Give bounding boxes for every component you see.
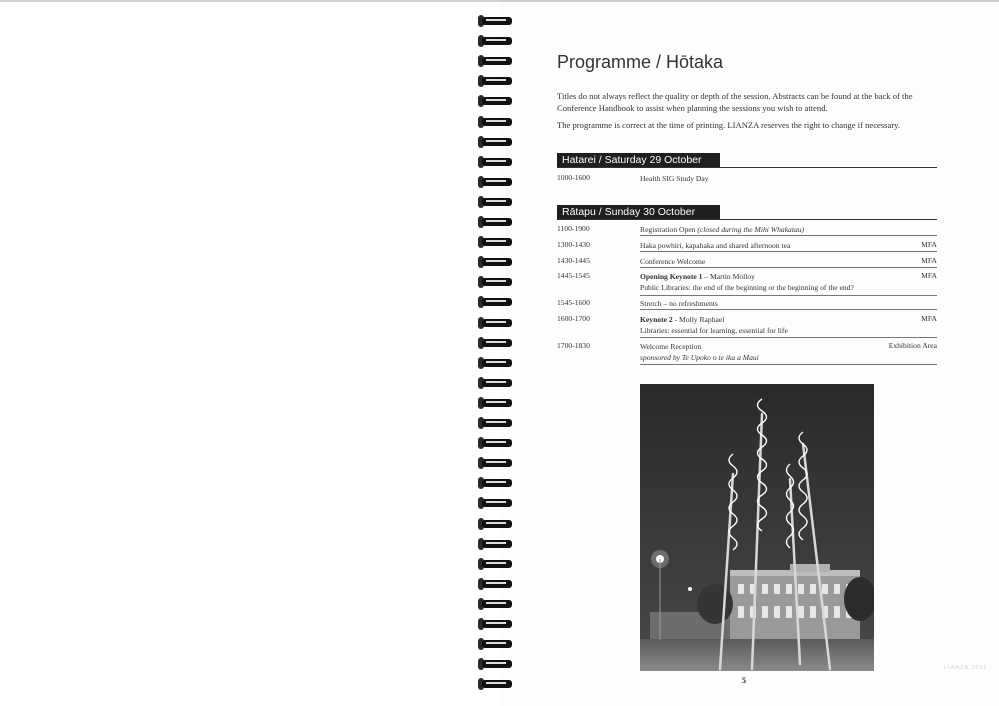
binding-coil [478,436,514,450]
coil-gloss [486,120,506,122]
session-title-text: - Molly Raphael [672,315,725,324]
session-venue: MFA [921,240,937,249]
day-heading-rule [557,167,937,168]
row-rule [640,251,937,252]
day-heading-saturday: Hatarei / Saturday 29 October [557,153,720,167]
row-rule [640,364,937,365]
photo-illustration [640,384,874,671]
footer-brand: LIANZA 2011 [944,665,988,671]
coil-gloss [486,461,506,463]
binding-coil [478,376,514,390]
coil-gloss [486,582,506,584]
binding-coil [478,135,514,149]
binding-coil [478,255,514,269]
binding-coil [478,657,514,671]
session-title-note: (closed during the Mihi Whakatau) [697,225,805,234]
binding-coil [478,557,514,571]
binding-coil [478,54,514,68]
binding-coil [478,235,514,249]
spiral-binding [478,14,518,704]
binding-coil [478,517,514,531]
session-title-text: Registration Open [640,225,696,234]
coil-gloss [486,39,506,41]
session-venue: Exhibition Area [888,341,937,350]
row-rule [640,235,937,236]
session-title-text: Welcome Reception [640,342,702,351]
binding-coil [478,597,514,611]
session-subtitle: Libraries: essential for learning, essential for life [640,326,788,335]
coil-gloss [486,200,506,202]
session-title: Stretch – no refreshments [640,299,718,308]
binding-coil [478,115,514,129]
session-time: 1545-1600 [557,298,590,307]
coil-gloss [486,381,506,383]
coil-gloss [486,682,506,684]
session-title: Conference Welcome [640,257,706,266]
binding-coil [478,396,514,410]
page-title: Programme / Hōtaka [557,52,724,72]
coil-gloss [486,321,506,323]
session-title: Haka powhiri, kapahaka and shared afternoon tea [640,241,791,250]
day-heading-sunday: Rātapu / Sunday 30 October [557,205,720,219]
session-title [640,224,880,235]
coil-gloss [486,140,506,142]
session-subtitle: sponsored by Te Upoko o te ika a Maui [640,353,759,362]
session-time: 1300-1430 [557,240,590,249]
coil-gloss [486,421,506,423]
binding-coil [478,316,514,330]
page-number: 5 [742,676,746,685]
binding-coil [478,275,514,289]
coil-gloss [486,260,506,262]
coil-gloss [486,19,506,21]
binding-coil [478,155,514,169]
coil-gloss [486,562,506,564]
coil-gloss [486,481,506,483]
binding-coil [478,14,514,28]
coil-gloss [486,361,506,363]
coil-gloss [486,401,506,403]
row-rule [640,309,937,310]
binding-coil [478,617,514,631]
row-rule [640,295,937,296]
coil-gloss [486,220,506,222]
session-time: 1100-1900 [557,224,590,233]
coil-gloss [486,622,506,624]
session-time: 1445-1545 [557,271,590,280]
session-venue: MFA [921,314,937,323]
binding-coil [478,456,514,470]
binding-coil [478,215,514,229]
coil-gloss [486,79,506,81]
coil-gloss [486,441,506,443]
binding-coil [478,94,514,108]
binding-coil [478,476,514,490]
binding-coil [478,637,514,651]
binding-coil [478,577,514,591]
binding-coil [478,175,514,189]
session-title-text: – Martin Molloy [702,272,755,281]
disclaimer-paragraph: The programme is correct at the time of printing. LIANZA reserves the right to change if necessary. [557,120,901,130]
binding-coil [478,195,514,209]
coil-gloss [486,160,506,162]
session-subtitle: Public Libraries: the end of the beginning or the beginning of the end? [640,283,854,292]
day-heading-rule [557,219,937,220]
session-title-bold: Opening Keynote 1 [640,272,703,281]
coil-gloss [486,542,506,544]
coil-gloss [486,522,506,524]
coil-gloss [486,300,506,302]
coil-gloss [486,59,506,61]
binding-coil [478,416,514,430]
coil-gloss [486,280,506,282]
coil-gloss [486,240,506,242]
sculpture-photo [640,384,874,671]
binding-coil [478,356,514,370]
top-edge [0,0,999,2]
coil-gloss [486,99,506,101]
session-time: 1000-1600 [557,173,590,182]
row-rule [640,267,937,268]
binding-coil [478,677,514,691]
session-time: 1600-1700 [557,314,590,323]
binding-coil [478,496,514,510]
coil-gloss [486,341,506,343]
session-venue: MFA [921,271,937,280]
session-title: Health SIG Study Day [640,174,709,183]
binding-coil [478,74,514,88]
session-venue: MFA [921,256,937,265]
session-time: 1700-1830 [557,341,590,350]
coil-gloss [486,501,506,503]
coil-gloss [486,180,506,182]
binding-coil [478,336,514,350]
row-rule [640,337,937,338]
binding-coil [478,295,514,309]
coil-gloss [486,662,506,664]
intro-paragraph: Titles do not always reflect the quality or depth of the session. Abstracts can be found at the back of the Conference Handbook to assist when planning the sessions you wish to attend. [557,91,913,113]
coil-gloss [486,642,506,644]
binding-coil [478,34,514,48]
session-time: 1430-1445 [557,256,590,265]
binding-coil [478,537,514,551]
session-title-bold: Keynote 2 [640,315,673,324]
coil-gloss [486,602,506,604]
